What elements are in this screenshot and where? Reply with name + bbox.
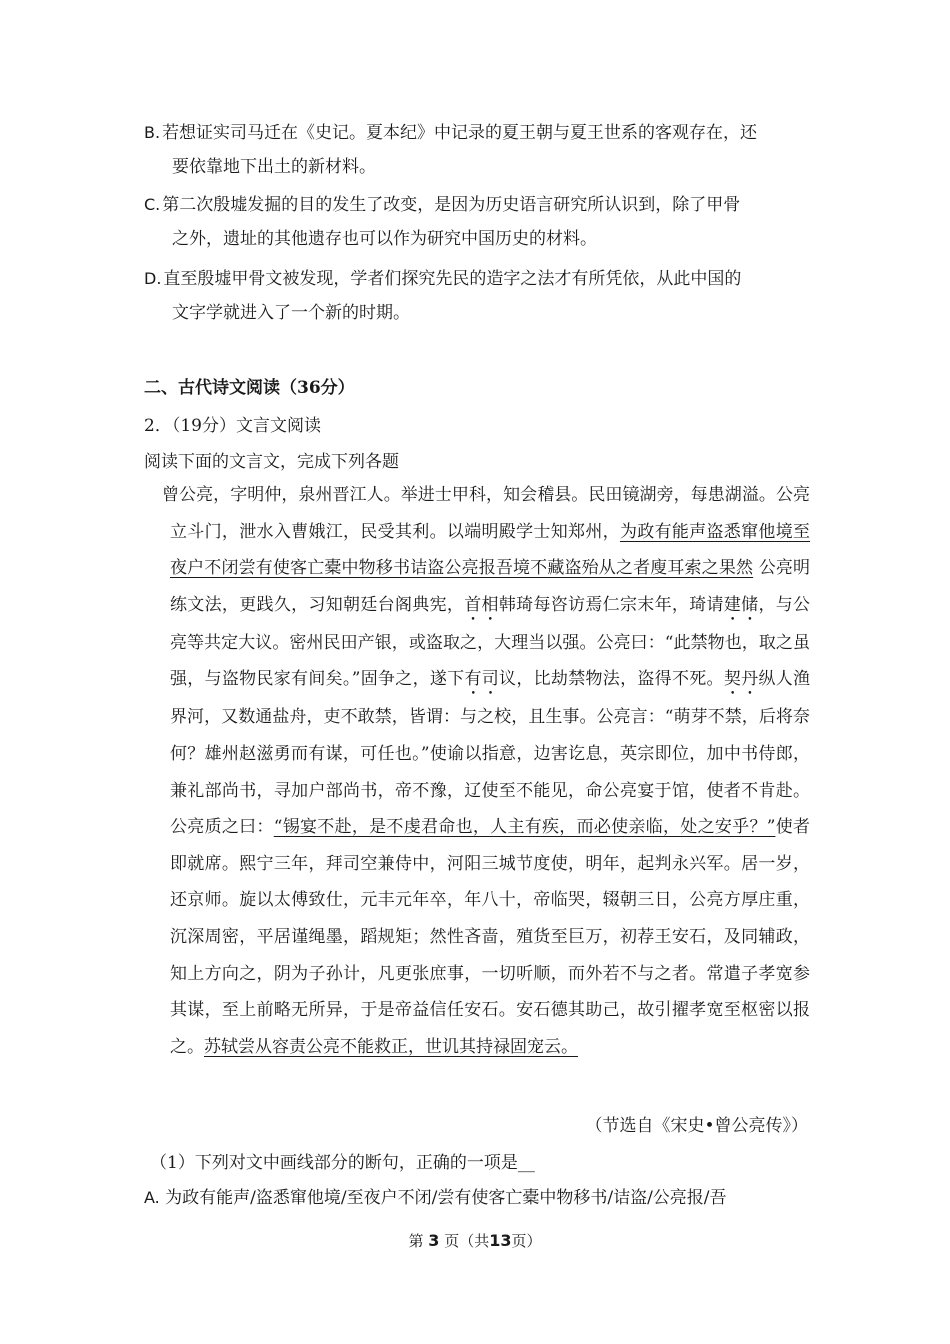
option-text: 为政有能声/盗悉窜他境/至夜户不闭/尝有使客亡橐中物移书/诘盗/公亮报/吾	[165, 1188, 727, 1208]
question-header	[144, 411, 321, 436]
section-heading: 二、古代诗文阅读（36分）	[144, 378, 355, 398]
page-footer	[0, 1230, 950, 1251]
footer-text: 页（共	[444, 1232, 490, 1250]
passage-text: 议，比劫禁物法，盗得不死。	[499, 669, 724, 690]
underlined-segment-2: “锡宴不赴，是不虔君命也，人主有疾，而必使亲临，处之安乎？”	[273, 817, 776, 838]
footer-text: 第	[408, 1232, 424, 1250]
option-text-line2: 要依靠地下出土的新材料。	[172, 157, 376, 177]
passage-text: 曾公亮，字明仲，泉州晋江人。举进士甲科，知会稽县。民田镜湖旁，每患湖溢。公亮立斗门，泄水入曹娥江，民受其利。以端明殿学士知郑州，	[162, 485, 810, 542]
page-number: 3	[428, 1231, 440, 1250]
dotted-term: 契丹	[723, 669, 759, 690]
sub-question-prompt: （1）下列对文中画线部分的断句，正确的一项是	[150, 1153, 518, 1173]
passage-text: 公亮明练文法，更践久，习知朝廷台阁典宪，	[170, 558, 810, 615]
option-b	[144, 116, 808, 184]
answer-blank: __	[517, 1153, 535, 1173]
question-instruction: 阅读下面的文言文，完成下列各题	[144, 452, 399, 472]
question-number: 2．	[144, 416, 172, 436]
underlined-segment-3: 苏轼尝从容责公亮不能救正，世讥其持禄固宠云。	[204, 1036, 578, 1057]
option-text-line1: 若想证实司马迁在《史记。夏本纪》中记录的夏王朝与夏王世系的客观存在，还	[162, 123, 758, 143]
passage-text: 纵人渔界河，又数通盐舟，吏不敢禁，皆谓：与之校，且生事。公亮言：“萌芽不禁，后将奈何？雄州赵滋勇而有谋，可任也。”使谕以指意，边害讫息，英宗即位，加中书侍郎，兼礼部尚书，寻加户部尚书，帝不豫，辽使至不能见，命公亮宴于馆，使者不肯赴。公亮质之曰：	[170, 669, 811, 838]
dotted-term: 建储	[723, 594, 759, 615]
question-score: （19分）文言文阅读	[171, 416, 321, 436]
dotted-term: 有司	[464, 669, 500, 690]
option-d	[144, 262, 808, 330]
option-label: A.	[144, 1188, 160, 1207]
option-text-line2: 文字学就进入了一个新的时期。	[172, 303, 410, 323]
passage-text: 韩琦每咨访焉仁宗末年，琦请	[498, 594, 724, 615]
option-c	[144, 188, 808, 256]
option-text-line1: 直至殷墟甲骨文被发现，学者们探究先民的造字之法才有所凭依，从此中国的	[163, 269, 742, 289]
underlined-segment-1: 为政有能声盗悉窜他境至夜户不闭尝有使客亡橐中物移书诘盗公亮报吾境不藏盗殆从之者廋耳索之果然	[170, 521, 811, 579]
option-text-line2: 之外，遗址的其他遗存也可以作为研究中国历史的材料。	[172, 229, 597, 249]
option-label: B.	[144, 123, 161, 142]
passage-text: ，与公亮等共定大议。密州民田产银，或盗取之，大理当以强。公亮曰：“此禁物也，取之虽强，与盗物民家有间矣。”固争之，遂下	[170, 594, 811, 690]
source-citation: （节选自《宋史•曾公亮传》）	[585, 1116, 808, 1136]
classical-passage	[162, 477, 811, 1065]
option-label: D.	[144, 269, 162, 288]
option-a	[144, 1183, 727, 1208]
option-label: C.	[144, 195, 161, 214]
sub-question	[150, 1148, 535, 1173]
option-text-line1: 第二次殷墟发掘的目的发生了改变，是因为历史语言研究所认识到，除了甲骨	[162, 195, 741, 215]
passage-text: 使者即就席。熙宁三年，拜司空兼侍中，河阳三城节度使，明年，起判永兴军。居一岁，还京师。旋以太傅致仕，元丰元年卒，年八十，帝临哭，辍朝三日，公亮方厚庄重，沉深周密，平居谨绳墨，蹈规矩；然性吝啬，殖货至巨万，初荐王安石，及同辅政，知上方向之，阴为子孙计，凡更张庶事，一切听顺，而外若不与之者。常遣子孝宽参其谋，至上前略无所异，于是帝益信任安石。安石德其助己，故引擢孝宽至枢密以报之。	[170, 817, 811, 1057]
total-pages: 13	[489, 1231, 512, 1250]
dotted-term: 首相	[464, 594, 499, 615]
footer-text: 页）	[511, 1232, 542, 1250]
